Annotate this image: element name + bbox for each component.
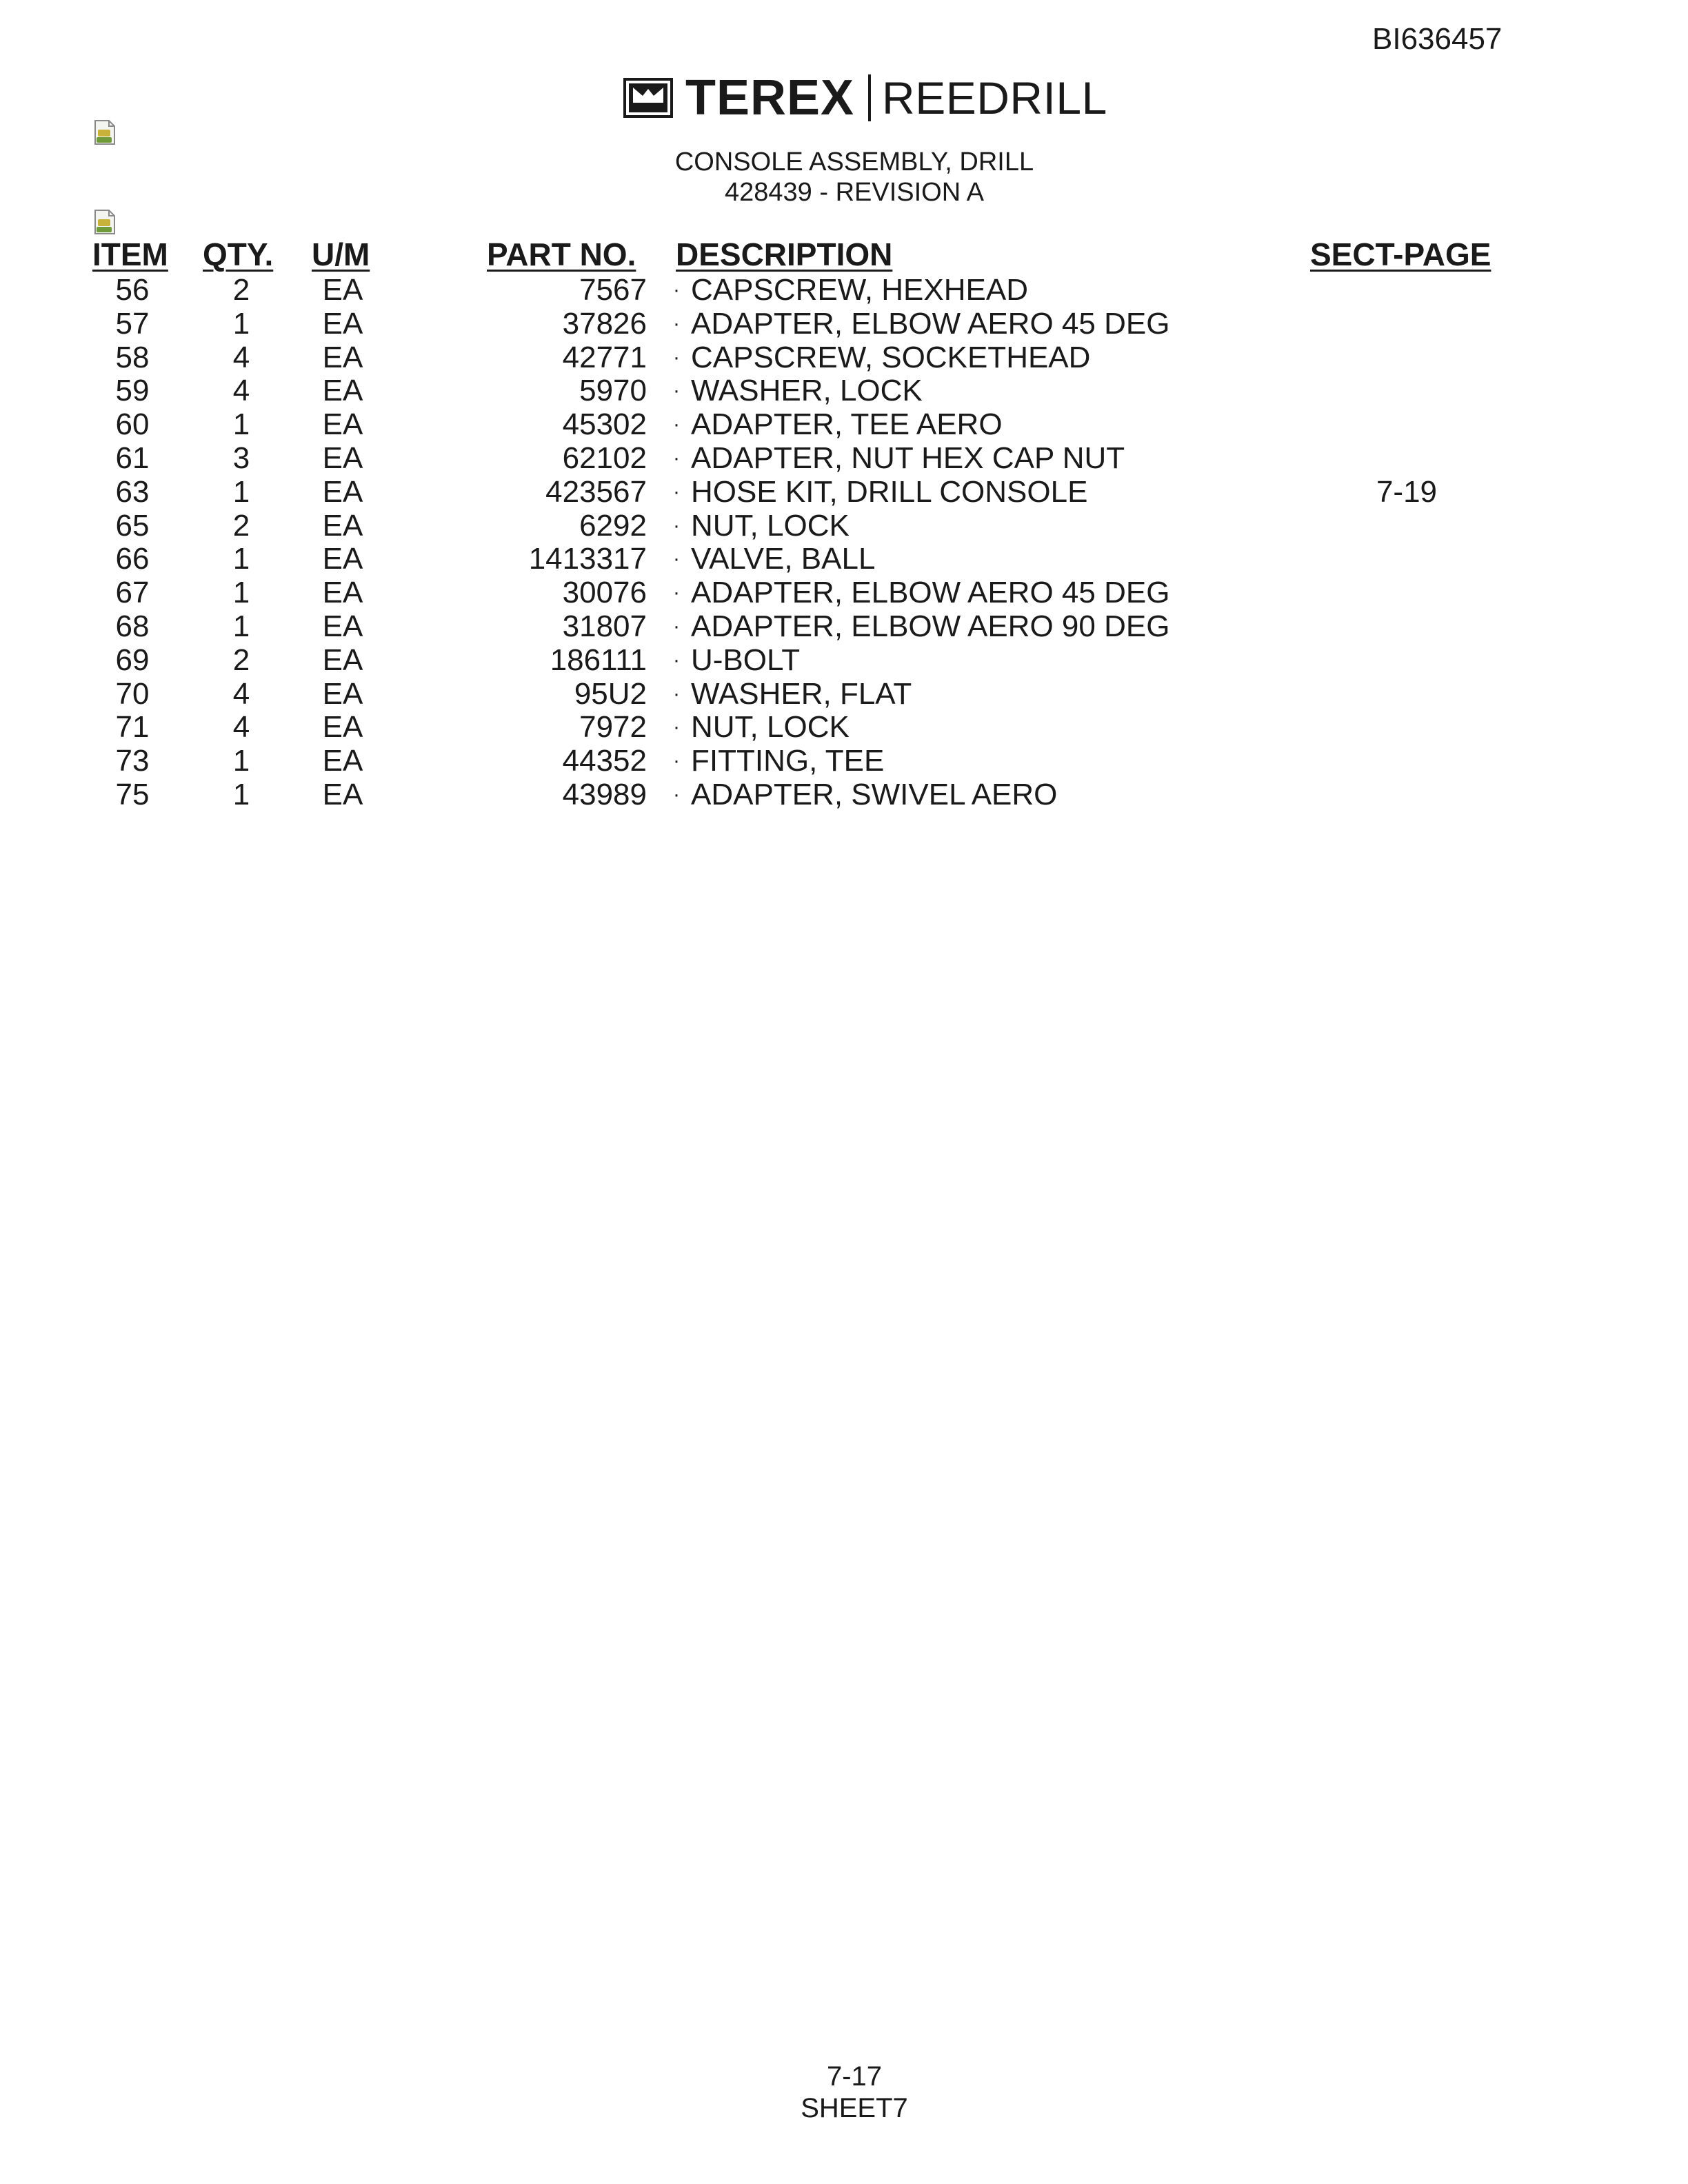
table-row [0,778,1688,811]
part-description: ADAPTER, ELBOW AERO 45 DEG [691,576,1170,610]
column-header-qty: QTY. [203,236,274,272]
part-description: ADAPTER, ELBOW AERO 90 DEG [691,609,1170,643]
table-row [0,374,1688,407]
bullet-marker: · [673,783,680,806]
quantity: 4 [232,710,250,745]
part-description: ADAPTER, SWIVEL AERO [691,778,1058,811]
column-header-um: U/M [312,236,370,272]
part-number: 30076 [562,576,647,610]
table-row [0,273,1688,307]
table-row [0,677,1688,711]
quantity: 3 [232,441,250,475]
part-number: 42771 [562,340,647,374]
part-description: WASHER, LOCK [691,374,923,408]
bullet-marker: · [673,682,680,705]
item-number: 75 [115,778,150,811]
quantity: 1 [232,609,250,643]
unit-of-measure: EA [322,676,363,711]
quantity: 2 [232,508,250,543]
bullet-marker: · [673,345,680,369]
assembly-title: CONSOLE ASSEMBLY, DRILL [674,148,1034,176]
unit-of-measure: EA [322,643,363,677]
part-description: NUT, LOCK [691,710,850,745]
document-id: BI636457 [1372,22,1503,56]
quantity: 1 [232,474,250,509]
page-number: 7-17 [826,2061,883,2092]
item-number: 66 [115,542,150,576]
brand-terex: TEREX [685,70,855,125]
quantity: 1 [232,744,250,778]
part-number: 62102 [562,441,647,475]
bullet-marker: · [673,480,680,503]
part-number: 186111 [550,643,647,677]
item-number: 73 [115,744,150,778]
item-number: 65 [115,508,150,543]
part-number: 31807 [562,609,647,643]
item-number: 70 [115,676,150,711]
brand-header [623,70,1107,125]
item-number: 63 [115,474,150,509]
quantity: 1 [232,778,250,811]
table-row [0,475,1688,509]
quantity: 1 [232,407,250,442]
table-row [0,341,1688,374]
part-number: 423567 [545,474,647,509]
item-number: 69 [115,643,150,677]
column-header-part-no: PART NO. [487,236,636,272]
item-number: 57 [115,306,150,341]
quantity: 1 [232,576,250,610]
table-row [0,576,1688,609]
unit-of-measure: EA [322,340,363,374]
bullet-marker: · [673,514,680,537]
table-row [0,441,1688,475]
table-row [0,307,1688,341]
bullet-marker: · [673,312,680,335]
bullet-marker: · [673,716,680,739]
table-row [0,744,1688,778]
item-number: 61 [115,441,150,475]
column-header-sect-page: SECT-PAGE [1310,236,1491,272]
unit-of-measure: EA [322,576,363,610]
unit-of-measure: EA [322,474,363,509]
part-description: FITTING, TEE [691,744,885,778]
sheet-label: SHEET7 [801,2093,908,2123]
item-number: 71 [115,710,150,745]
table-row [0,542,1688,576]
unit-of-measure: EA [322,744,363,778]
unit-of-measure: EA [322,710,363,745]
part-description: HOSE KIT, DRILL CONSOLE [691,474,1088,509]
item-number: 67 [115,576,150,610]
table-row [0,710,1688,744]
part-description: ADAPTER, NUT HEX CAP NUT [691,441,1125,475]
quantity: 4 [232,676,250,711]
quantity: 2 [232,643,250,677]
unit-of-measure: EA [322,609,363,643]
column-header-item: ITEM [92,236,168,272]
sect-page: 7-19 [1376,474,1438,509]
item-number: 68 [115,609,150,643]
brand-divider [868,74,871,121]
part-description: NUT, LOCK [691,508,850,543]
part-number: 37826 [562,306,647,341]
bullet-marker: · [673,413,680,436]
part-description: ADAPTER, ELBOW AERO 45 DEG [691,306,1170,341]
table-row [0,509,1688,543]
quantity: 4 [232,340,250,374]
brand-reedrill: REEDRILL [882,72,1107,123]
part-number: 43989 [562,778,647,811]
part-number: 6292 [579,508,647,543]
unit-of-measure: EA [322,407,363,442]
bullet-marker: · [673,648,680,671]
part-number: 95U2 [574,676,647,711]
document-link-icon[interactable] [91,208,119,236]
part-number: 5970 [579,374,647,408]
terex-logo-icon [623,78,673,118]
item-number: 56 [115,273,150,307]
item-number: 58 [115,340,150,374]
bullet-marker: · [673,615,680,638]
part-number: 44352 [562,744,647,778]
unit-of-measure: EA [322,441,363,475]
unit-of-measure: EA [322,778,363,811]
bullet-marker: · [673,581,680,605]
bullet-marker: · [673,749,680,773]
unit-of-measure: EA [322,306,363,341]
part-description: ADAPTER, TEE AERO [691,407,1003,442]
assembly-revision: 428439 - REVISION A [725,178,984,207]
unit-of-measure: EA [322,273,363,307]
quantity: 1 [232,542,250,576]
quantity: 4 [232,374,250,408]
unit-of-measure: EA [322,374,363,408]
part-description: CAPSCREW, HEXHEAD [691,273,1028,307]
bullet-marker: · [673,379,680,403]
part-description: CAPSCREW, SOCKETHEAD [691,340,1091,374]
unit-of-measure: EA [322,508,363,543]
part-number: 1413317 [528,542,647,576]
document-link-icon[interactable] [91,119,119,146]
part-number: 7567 [579,273,647,307]
table-row [0,407,1688,441]
item-number: 60 [115,407,150,442]
table-row [0,609,1688,643]
bullet-marker: · [673,547,680,571]
bullet-marker: · [673,279,680,301]
table-row [0,643,1688,677]
unit-of-measure: EA [322,542,363,576]
part-description: WASHER, FLAT [691,676,912,711]
quantity: 1 [232,306,250,341]
part-number: 7972 [579,710,647,745]
column-header-description: DESCRIPTION [676,236,893,272]
part-number: 45302 [562,407,647,442]
part-description: VALVE, BALL [691,542,876,576]
item-number: 59 [115,374,150,408]
part-description: U-BOLT [691,643,801,677]
quantity: 2 [232,273,250,307]
bullet-marker: · [673,447,680,469]
